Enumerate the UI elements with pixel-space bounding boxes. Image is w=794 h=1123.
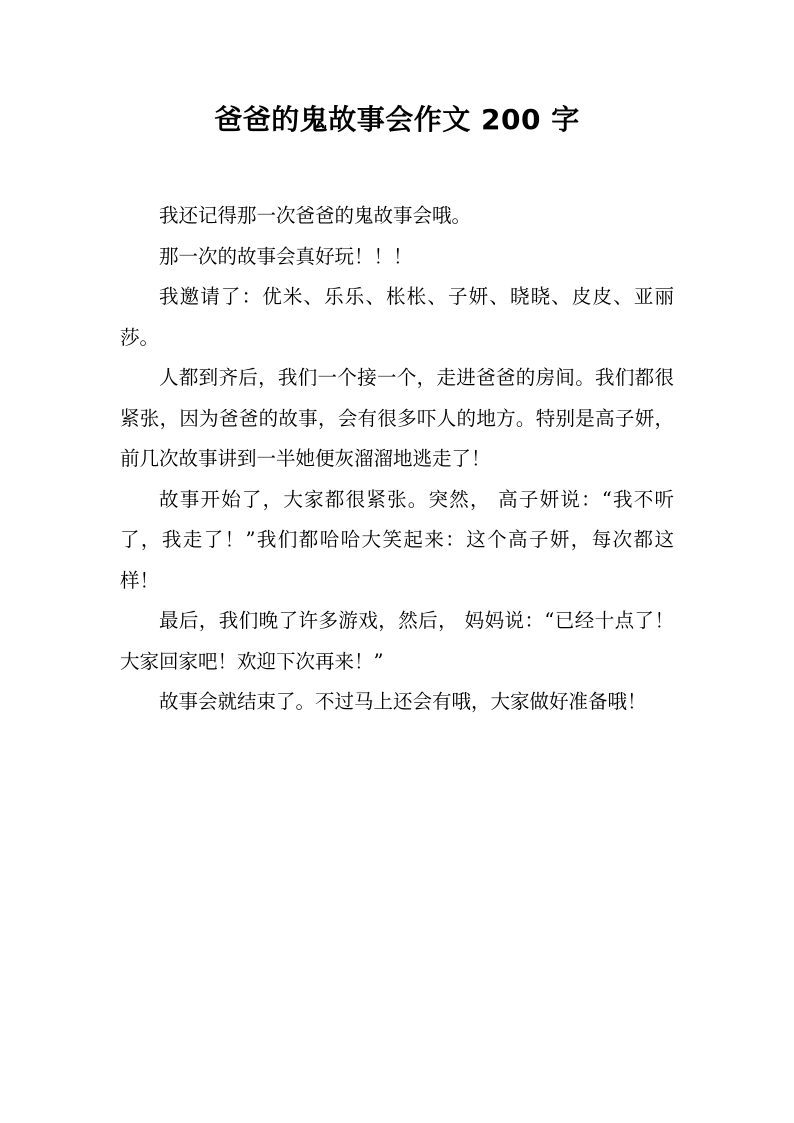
document-body	[120, 196, 674, 723]
paragraph: 我邀请了：优米、乐乐、枨枨、子妍、晓晓、皮皮、亚丽莎。	[120, 285, 674, 349]
document-title: 爸爸的鬼故事会作文 200 字	[214, 103, 580, 136]
paragraph: 最后，我们晚了许多游戏，然后， 妈妈说：“已经十点了！大家回家吧！欢迎下次再来！”	[120, 609, 674, 673]
paragraph: 人都到齐后，我们一个接一个，走进爸爸的房间。我们都很紧张，因为爸爸的故事，会有很多吓人的地方。特别是高子妍，前几次故事讲到一半她便灰溜溜地逃走了！	[120, 366, 674, 470]
paragraph: 那一次的故事会真好玩！！！	[159, 244, 413, 268]
paragraph: 故事会就结束了。不过马上还会有哦，大家做好准备哦！	[159, 690, 647, 713]
paragraph: 故事开始了，大家都很紧张。突然， 高子妍说：“我不听了，我走了！”我们都哈哈大笑起来：这个高子妍，每次都这样！	[120, 487, 674, 592]
paragraph: 我还记得那一次爸爸的鬼故事会哦。	[159, 204, 472, 227]
